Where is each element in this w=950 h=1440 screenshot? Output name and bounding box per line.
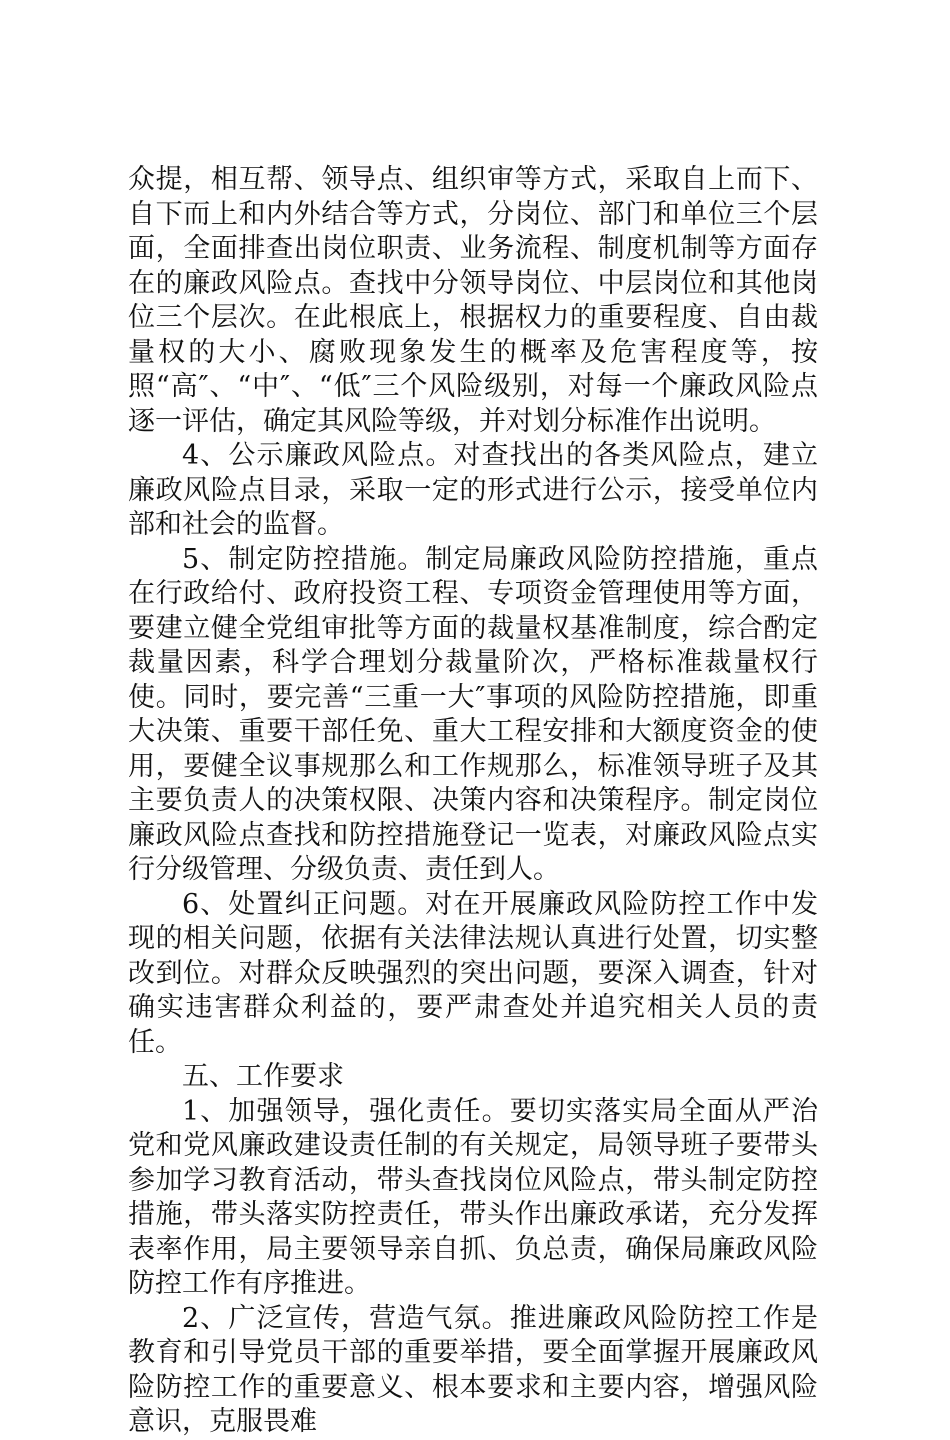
paragraph-item-4: 4、公示廉政风险点。对查找出的各类风险点，建立廉政风险点目录，采取一定的形式进行公示，接受单位内部和社会的监督。	[128, 440, 818, 540]
paragraph-item-6: 6、处置纠正问题。对在开展廉政风险防控工作中发现的相关问题，依据有关法律法规认真进行处置，切实整改到位。对群众反映强烈的突出问题，要深入调查，针对确实违害群众利益的，要严肃查处并追究相关人员的责任。	[128, 888, 818, 1058]
paragraph-requirement-1: 1、加强领导，强化责任。要切实落实局全面从严治党和党风廉政建设责任制的有关规定，局领导班子要带头参加学习教育活动，带头查找岗位风险点，带头制定防控措施，带头落实防控责任，带头作出廉政承诺，充分发挥表率作用，局主要领导亲自抓、负总责，确保局廉政风险防控工作有序推进。	[128, 1095, 818, 1299]
document-body	[128, 163, 818, 1440]
paragraph-requirement-2: 2、广泛宣传，营造气氛。推进廉政风险防控工作是教育和引导党员干部的重要举措，要全面掌握开展廉政风险防控工作的重要意义、根本要求和主要内容，增强风险意识，克服畏难	[128, 1302, 818, 1437]
paragraph-item-5: 5、制定防控措施。制定局廉政风险防控措施，重点在行政给付、政府投资工程、专项资金管理使用等方面，要建立健全党组审批等方面的裁量权基准制度，综合酌定裁量因素，科学合理划分裁量阶次，严格标准裁量权行使。同时，要完善“三重一大″事项的风险防控措施，即重大决策、重要干部任免、重大工程安排和大额度资金的使用，要健全议事规那么和工作规那么，标准领导班子及其主要负责人的决策权限、决策内容和决策程序。制定岗位廉政风险点查找和防控措施登记一览表，对廉政风险点实行分级管理、分级负责、责任到人。	[128, 543, 818, 885]
section-heading-work-requirements: 五、工作要求	[182, 1061, 344, 1092]
paragraph-continuation: 众提，相互帮、领导点、组织审等方式，采取自上而下、自下而上和内外结合等方式，分岗位、部门和单位三个层面，全面排查出岗位职责、业务流程、制度机制等方面存在的廉政风险点。查找中分领导岗位、中层岗位和其他岗位三个层次。在此根底上，根据权力的重要程度、自由裁量权的大小、腐败现象发生的概率及危害程度等，按照“高″、“中″、“低″三个风险级别，对每一个廉政风险点逐一评估，确定其风险等级，并对划分标准作出说明。	[128, 164, 818, 437]
